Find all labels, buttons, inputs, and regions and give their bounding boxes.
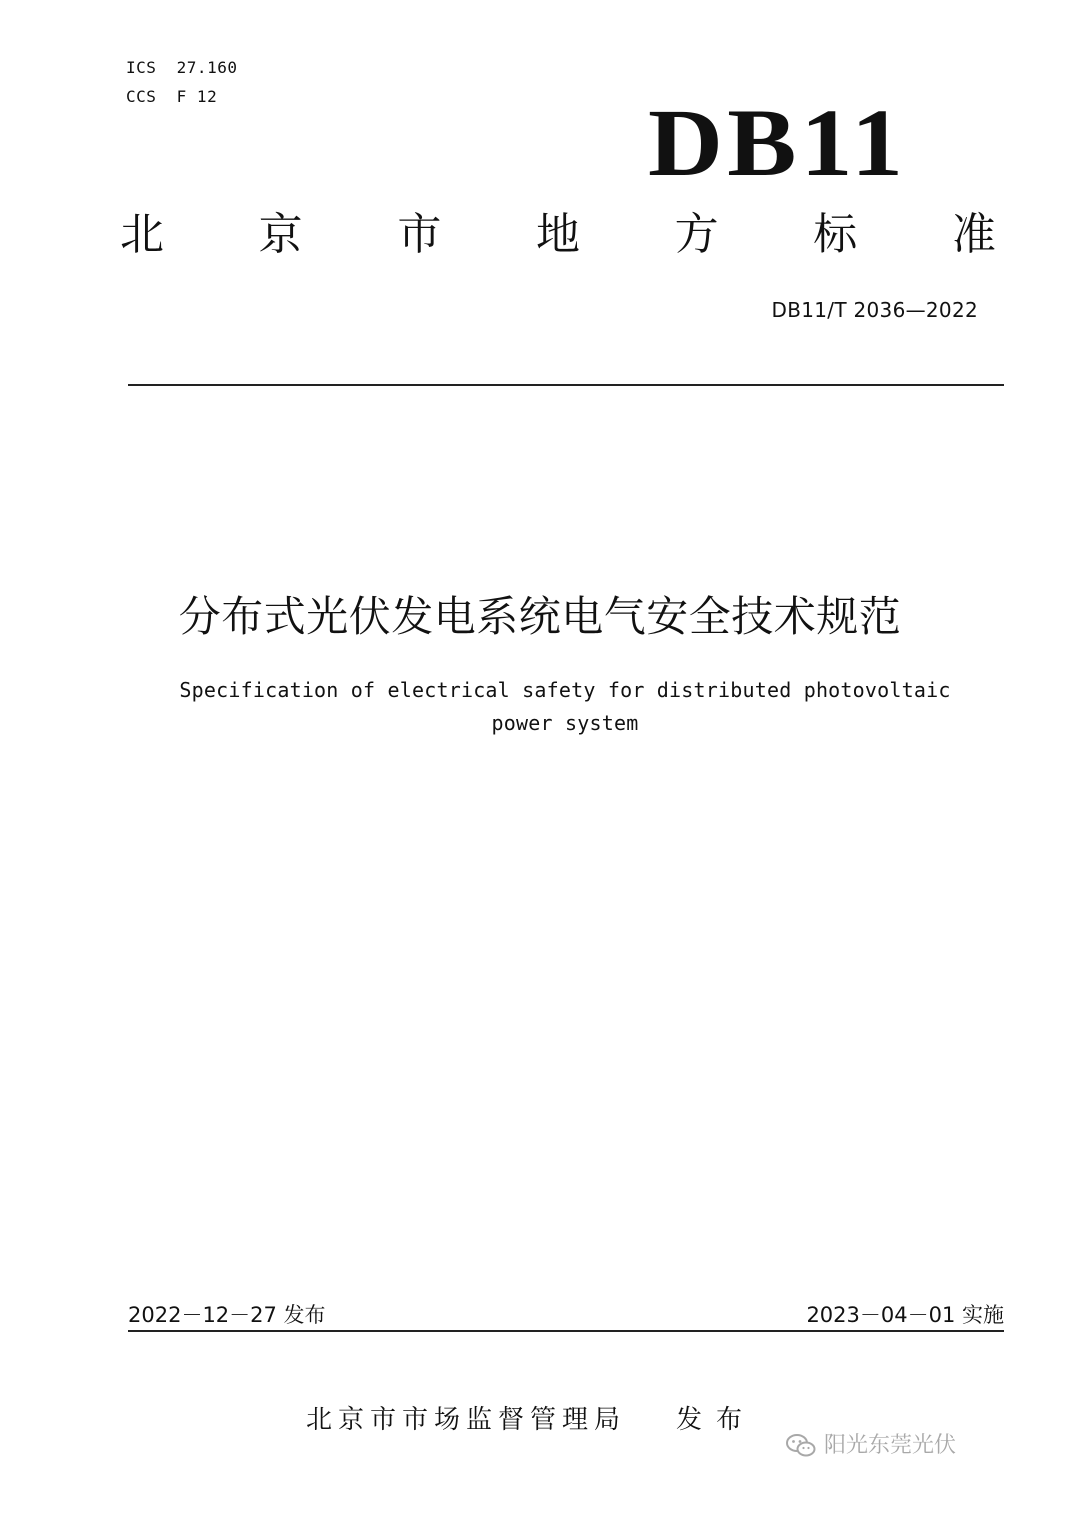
issue-verb: 发布 [676,1405,757,1435]
document-title-english [140,674,990,740]
watermark [786,1428,956,1464]
header-divider [128,384,1004,386]
standard-type-char: 地 [535,209,580,260]
issuing-authority [306,1400,756,1440]
document-title-chinese: 分布式光伏发电系统电气安全技术规范 [178,592,902,641]
standard-type-char: 准 [951,209,996,260]
english-title-line: Specification of electrical safety for distributed photovoltaic [179,678,951,702]
footer-divider [128,1330,1004,1332]
date-row [128,1300,1004,1330]
standard-type-char: 京 [258,209,303,260]
standard-type-char: 市 [397,209,442,260]
classification-codes [126,53,237,111]
effective-date: 2023－04－01 实施 [806,1303,1004,1327]
ics-code: ICS 27.160 [126,58,238,77]
wechat-icon [786,1433,816,1459]
standard-type-char: 北 [120,209,164,260]
db11-logo: DB11 [648,89,908,196]
watermark-text: 阳光东莞光伏 [824,1433,957,1458]
issue-date: 2022－12－27 发布 [128,1303,326,1327]
standard-type-heading [118,205,998,265]
standard-type-char: 方 [674,209,719,260]
standard-code: DB11/T 2036—2022 [771,298,978,322]
english-title-line: power system [491,711,639,735]
standard-type-char: 标 [813,209,858,260]
authority-name: 北京市市场监督管理局 [306,1405,627,1435]
ccs-code: CCS F 12 [126,87,218,106]
